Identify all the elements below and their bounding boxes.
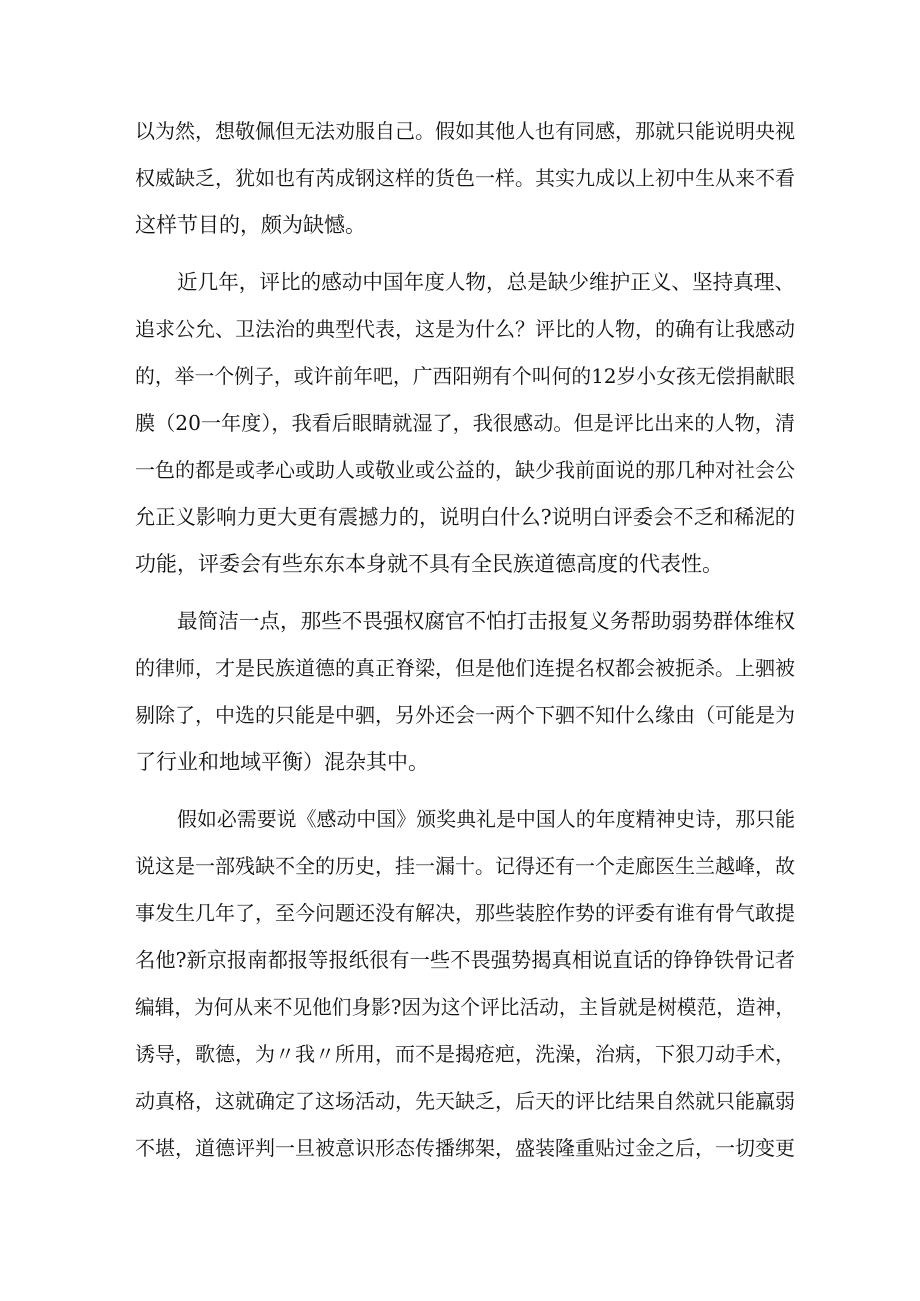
text-line: 不堪，道德评判一旦被意识形态传播绑架，盛装隆重贴过金之后，一切变更 [135,1136,795,1160]
text-line: 说这是一部残缺不全的历史，挂一漏十。记得还有一个走廊医生兰越峰，故 [135,854,795,878]
text-line: 的，举一个例子，或许前年吧，广西阳朔有个叫何的12岁小女孩无偿捐献眼 [135,365,795,388]
text-line: 一色的都是或孝心或助人或敬业或公益的，缺少我前面说的那几种对社会公 [135,458,795,482]
paragraph [135,259,795,588]
text-line: 权威缺乏，犹如也有芮成钢这样的货色一样。其实九成以上初中生从来不看 [135,166,795,190]
text-line: 了行业和地域平衡）混杂其中。 [135,750,429,774]
paragraph [135,598,795,786]
text-line: 近几年，评比的感动中国年度人物，总是缺少维护正义、坚持真理、 [177,270,795,294]
text-line: 剔除了，中选的只能是中驷，另外还会一两个下驷不知什么缘由（可能是为 [135,703,795,727]
text-line: 的律师，才是民族道德的真正脊梁，但是他们连提名权都会被扼杀。上驷被 [135,656,795,680]
text-line: 名他?新京报南都报等报纸很有一些不畏强势揭真相说直话的铮铮铁骨记者 [135,948,795,972]
text-line: 允正义影响力更大更有震撼力的，说明白什么?说明白评委会不乏和稀泥的 [135,505,795,529]
text-line: 动真格，这就确定了这场活动，先天缺乏，后天的评比结果自然就只能羸弱 [135,1089,795,1113]
text-line: 追求公允、卫法治的典型代表，这是为什么？评比的人物，的确有让我感动 [135,317,795,341]
text-line: 假如必需要说《感动中国》颁奖典礼是中国人的年度精神史诗，那只能 [177,808,795,831]
text-line: 以为然，想敬佩但无法劝服自己。假如其他人也有同感，那就只能说明央视 [135,119,795,143]
text-line: 诱导，歌德，为〃我〃所用，而不是揭疮疤，洗澡，治病，下狠刀动手术， [135,1042,795,1066]
paragraph [135,796,795,1172]
text-line: 功能，评委会有些东东本身就不具有全民族道德高度的代表性。 [135,552,723,576]
text-line: 编辑，为何从来不见他们身影?因为这个评比活动，主旨就是树模范，造神， [135,996,795,1019]
document-body [135,108,795,1172]
text-line: 最简洁一点，那些不畏强权腐官不怕打击报复义务帮助弱势群体维权 [177,609,795,633]
text-line: 事发生几年了，至今问题还没有解决，那些装腔作势的评委有谁有骨气敢提 [135,901,795,925]
paragraph [135,108,795,249]
text-line: 这样节目的，颇为缺憾。 [135,213,366,237]
text-line: 膜（20一年度），我看后眼睛就湿了，我很感动。但是评比出来的人物，清 [135,411,795,435]
